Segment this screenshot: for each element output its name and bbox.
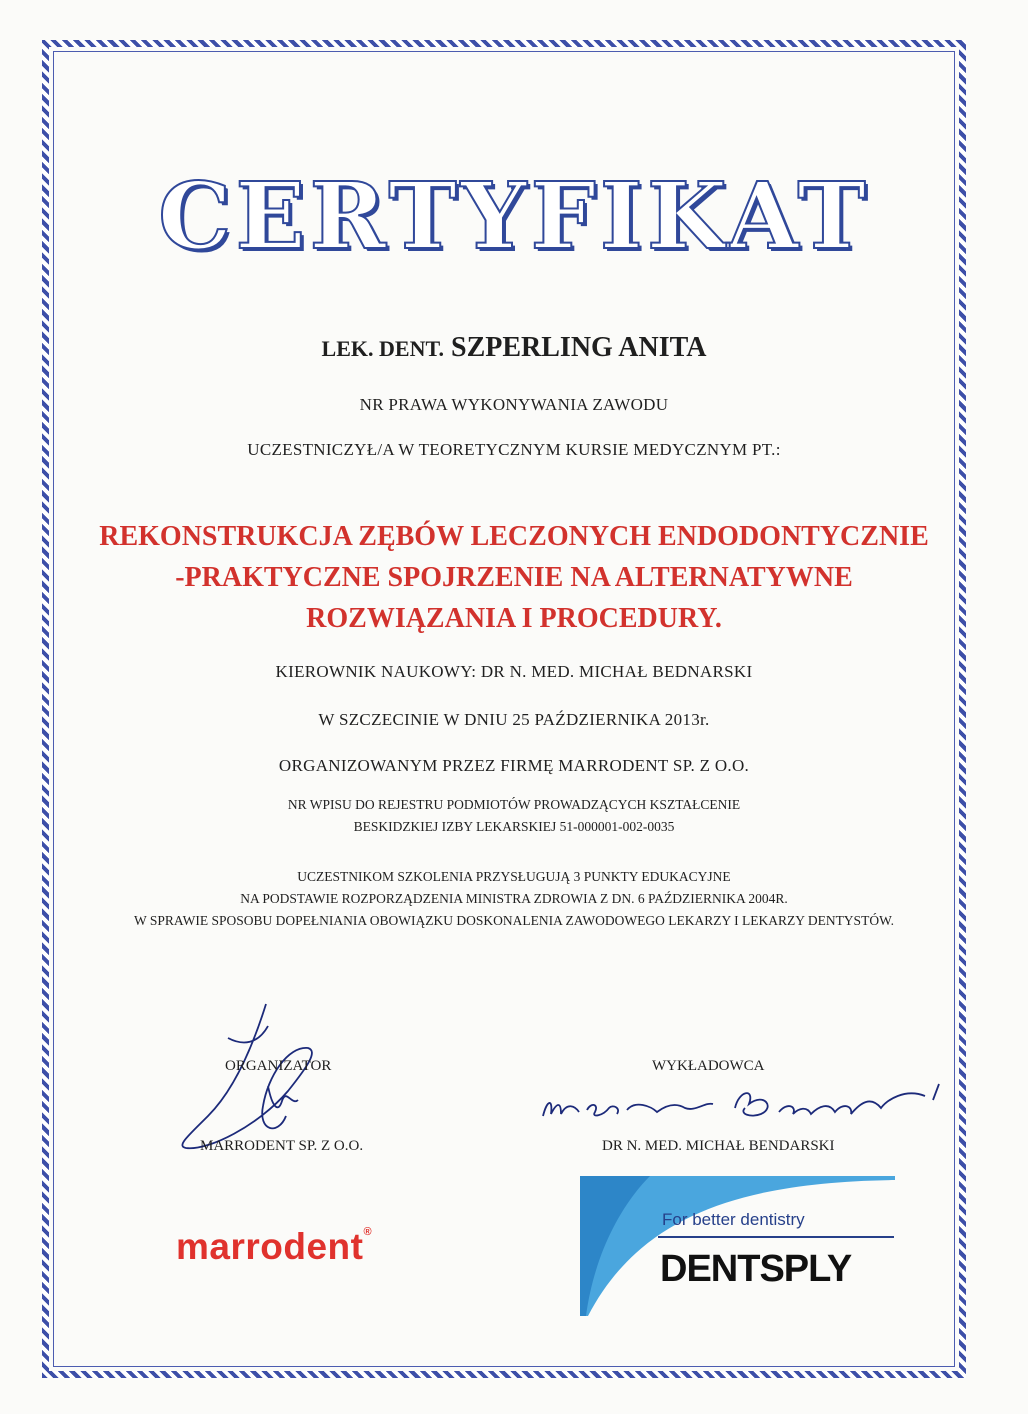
registry-line: BESKIDZKIEJ IZBY LEKARSKIEJ 51-000001-002-0035 (353, 819, 675, 834)
organizer-label: ORGANIZATOR (225, 1058, 332, 1074)
lecturer-label: WYKŁADOWCA (652, 1058, 765, 1074)
marrodent-wordmark: marrodent (176, 1226, 364, 1267)
participation-line: UCZESTNICZYŁ/A W TEORETYCZNYM KURSIE MEDYCZNYM PT.: (247, 440, 781, 459)
license-line: NR PRAWA WYKONYWANIA ZAWODU (359, 395, 669, 414)
marrodent-logo (176, 1226, 372, 1268)
certificate-title: CERTYFIKAT (158, 162, 870, 270)
dentsply-wordmark: DENTSPLY (660, 1248, 852, 1290)
registered-mark: ® (363, 1226, 373, 1238)
points-line: UCZESTNIKOM SZKOLENIA PRZYSŁUGUJĄ 3 PUNKTY EDUKACYJNE (297, 869, 731, 884)
points-line: W SPRAWIE SPOSOBU DOPEŁNIANIA OBOWIĄZKU DOSKONALENIA ZAWODOWEGO LEKARZY I LEKARZY DENTYSTÓW. (134, 913, 894, 928)
lecturer-name: DR N. MED. MICHAŁ BENDARSKI (602, 1138, 835, 1154)
registry-line: NR WPISU DO REJESTRU PODMIOTÓW PROWADZĄCYCH KSZTAŁCENIE (287, 797, 741, 812)
recipient-name-line (0, 332, 1028, 364)
points-block (0, 866, 1028, 932)
scientific-director: KIEROWNIK NAUKOWY: DR N. MED. MICHAŁ BEDNARSKI (275, 662, 753, 681)
dentsply-rule (658, 1236, 894, 1238)
lecturer-signature (535, 1072, 965, 1132)
course-title (0, 516, 1028, 639)
organizer-line: ORGANIZOWANYM PRZEZ FIRMĘ MARRODENT SP. Z O.O. (278, 756, 750, 775)
course-title-line: REKONSTRUKCJA ZĘBÓW LECZONYCH ENDODONTYCZNIE (99, 521, 929, 552)
course-title-line: ROZWIĄZANIA I PROCEDURY. (306, 603, 722, 634)
recipient-prefix: LEK. DENT. (321, 336, 444, 361)
registry-block (0, 794, 1028, 838)
dentsply-swoosh-icon (580, 1176, 895, 1316)
place-date: W SZCZECINIE W DNIU 25 PAŹDZIERNIKA 2013r. (318, 710, 710, 729)
organizer-name: MARRODENT SP. Z O.O. (200, 1138, 364, 1154)
dentsply-tagline: For better dentistry (662, 1210, 805, 1229)
course-title-line: -PRAKTYCZNE SPOJRZENIE NA ALTERNATYWNE (175, 562, 853, 593)
points-line: NA PODSTAWIE ROZPORZĄDZENIA MINISTRA ZDROWIA Z DN. 6 PAŹDZIERNIKA 2004R. (240, 891, 788, 906)
recipient-name: SZPERLING ANITA (451, 332, 707, 363)
